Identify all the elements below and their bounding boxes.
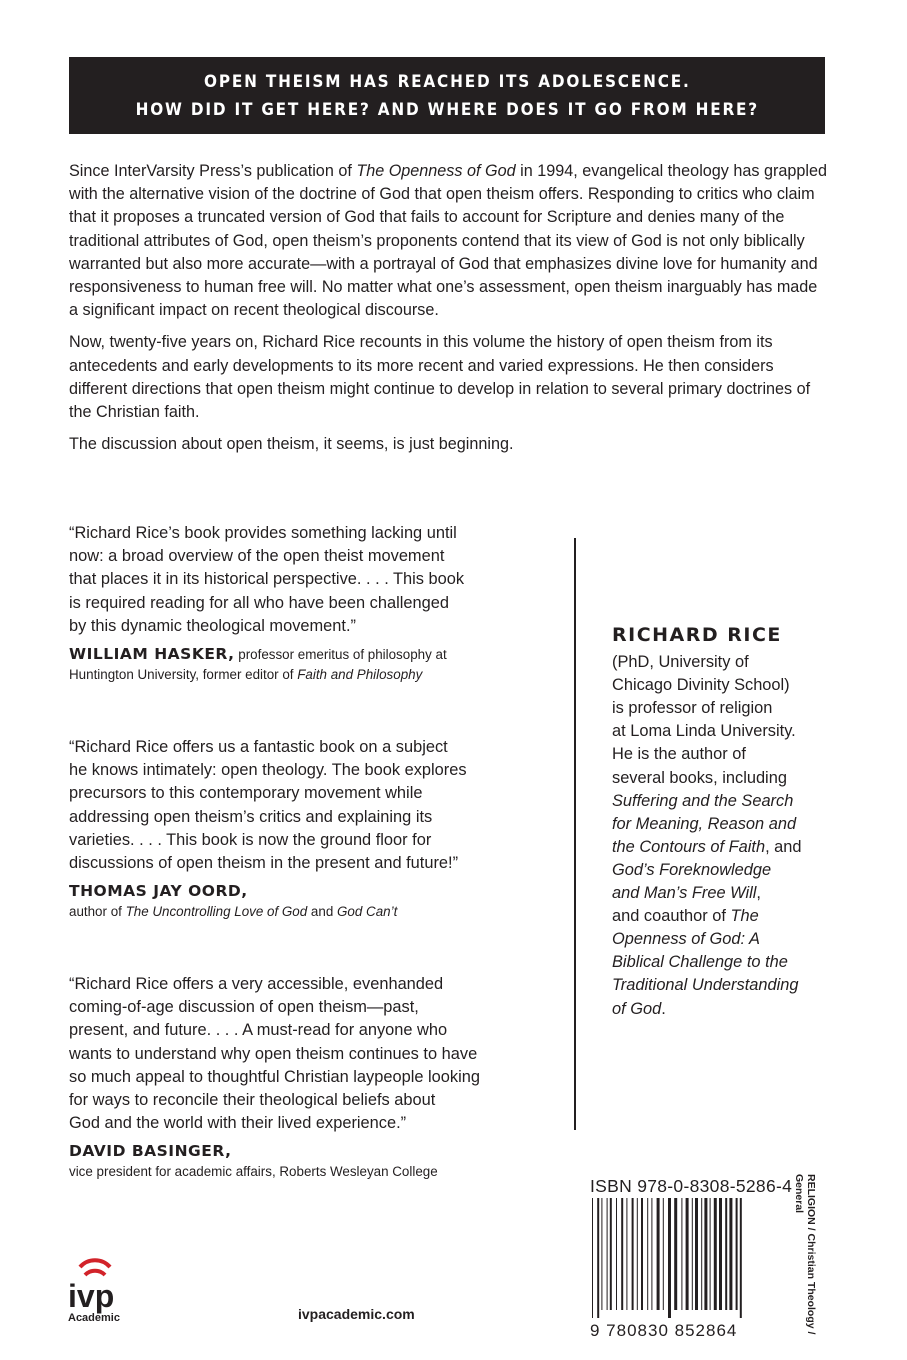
quote-line: that places it in its historical perspective. . . . This book [69, 570, 465, 589]
barcode-bars [592, 1198, 742, 1318]
bio-line [612, 974, 832, 997]
bio-line: is professor of religion [612, 699, 773, 718]
book-title: Suffering and the Search [612, 791, 794, 810]
bio-line [612, 951, 832, 974]
author-name: RICHARD RICE [612, 624, 782, 646]
endorser-role: author of [69, 904, 126, 920]
endorser-role-cont: Huntington University, former editor of [69, 667, 298, 683]
book-title: God’s Foreknowledge [612, 860, 772, 879]
bio-line [612, 836, 832, 859]
barcode-bar [719, 1198, 722, 1310]
endorser-name: THOMAS JAY OORD, [69, 882, 248, 901]
ivp-logo-icon [66, 1255, 136, 1325]
barcode-bar [601, 1198, 602, 1310]
bio-text: and coauthor of [612, 907, 731, 926]
barcode-bar [736, 1198, 738, 1310]
attribution [69, 644, 464, 685]
description [69, 160, 829, 465]
barcode-bar [695, 1198, 698, 1310]
description-paragraph-2: Now, twenty-five years on, Richard Rice recounts in this volume the history of open theism from its antecedents and early developments to its more recent and varied expressions. He then considers different directions that open theism might continue to develop in relation to several primary doctrines of the Christian faith. [69, 333, 811, 422]
quote-line: is required reading for all who have been challenged [69, 593, 449, 612]
barcode-bar [729, 1198, 732, 1310]
bio-line: several books, including [612, 768, 787, 787]
bio-line [612, 928, 832, 951]
quote-line: he knows intimately: open theology. The book explores [69, 761, 467, 780]
barcode-digits: 9 780830 852864 [590, 1321, 738, 1340]
quote-line: now: a broad overview of the open theist movement [69, 547, 445, 566]
book-title: The [730, 907, 759, 926]
barcode-bar [692, 1198, 693, 1310]
bio-text: , and [765, 837, 802, 856]
endorser-name: DAVID BASINGER, [69, 1142, 232, 1161]
description-paragraph-3: The discussion about open theism, it seems, is just beginning. [69, 435, 514, 454]
quote-line: discussions of open theism in the present and future!” [69, 854, 459, 873]
barcode-bar [597, 1198, 599, 1318]
barcode-bar [663, 1198, 664, 1310]
quote-line: “Richard Rice offers us a fantastic book on a subject [69, 738, 448, 756]
barcode-bar [607, 1198, 608, 1310]
book-title: for Meaning, Reason and [612, 814, 797, 833]
isbn-barcode [588, 1198, 780, 1340]
barcode-bar [725, 1198, 727, 1310]
endorsement-basinger [69, 973, 480, 1182]
barcode-bar [621, 1198, 623, 1310]
bisac-category: RELIGION / Christian Theology / General [793, 1174, 817, 1335]
book-title: and Man’s Free Will [612, 884, 757, 903]
bio-line: at Loma Linda University. [612, 722, 796, 741]
quote-line: varieties. . . . This book is now the ground floor for [69, 830, 432, 849]
barcode-bar [701, 1198, 702, 1310]
book-title-reference: The Openness of God [356, 162, 516, 180]
barcode-bar [637, 1198, 638, 1310]
headline-line-2: HOW DID IT GET HERE? AND WHERE DOES IT GO FROM HERE? [135, 99, 759, 120]
barcode-bar [592, 1198, 593, 1318]
logo-subtext: Academic [68, 1312, 120, 1324]
quote-line: God and the world with their lived experience.” [69, 1114, 407, 1133]
description-paragraph-1 [69, 160, 829, 322]
barcode-bar [674, 1198, 677, 1310]
barcode-bar [710, 1198, 711, 1310]
bio-line [612, 998, 832, 1021]
publisher-url[interactable]: ivpacademic.com [298, 1306, 415, 1322]
book-title: of God [612, 999, 662, 1018]
quote-line: wants to understand why open theism continues to have [69, 1044, 478, 1063]
book-title: the Contours of Faith [612, 837, 766, 856]
bio-text: , [756, 884, 761, 903]
column-divider [574, 538, 576, 1130]
bio-line: (PhD, University of [612, 653, 749, 672]
quote-line: addressing open theism’s critics and explaining its [69, 807, 433, 826]
conjunction: and [307, 904, 337, 920]
barcode-bar [740, 1198, 742, 1318]
barcode-bar [657, 1198, 660, 1310]
barcode-bar [632, 1198, 634, 1310]
barcode-bar [714, 1198, 717, 1310]
barcode-bar [641, 1198, 643, 1310]
endorser-role: professor emeritus of philosophy at [234, 647, 447, 663]
p1-text-a: Since InterVarsity Press’s publication of [69, 162, 357, 180]
bio-line [612, 790, 832, 813]
endorser-name: WILLIAM HASKER, [69, 645, 235, 664]
bio-line [612, 905, 832, 928]
barcode-bar [668, 1198, 671, 1318]
quote-line: so much appeal to thoughtful Christian laypeople looking [69, 1067, 480, 1086]
quote-line: present, and future. . . . A must-read for anyone who [69, 1021, 448, 1040]
attribution [69, 1141, 480, 1182]
barcode-bar [626, 1198, 627, 1310]
author-bio [612, 624, 832, 1021]
book-title: Openness of God: A [612, 930, 760, 949]
barcode-bar [681, 1198, 682, 1310]
quote-line: by this dynamic theological movement.” [69, 616, 356, 635]
quote-line: “Richard Rice offers a very accessible, evenhanded [69, 975, 444, 993]
quote-line: for ways to reconcile their theological beliefs about [69, 1091, 436, 1110]
barcode-bar [647, 1198, 648, 1310]
endorsement-oord [69, 736, 467, 922]
attribution [69, 881, 467, 922]
barcode-bar [610, 1198, 612, 1310]
barcode-bar [686, 1198, 689, 1310]
quote-line: “Richard Rice’s book provides something lacking until [69, 524, 457, 542]
endorser-role: vice president for academic affairs, Roberts Wesleyan College [69, 1164, 438, 1180]
bio-line: He is the author of [612, 745, 746, 764]
logo-text: ivp [68, 1278, 115, 1314]
barcode-bar [616, 1198, 617, 1310]
bio-line [612, 859, 832, 882]
ivp-academic-logo [66, 1255, 136, 1330]
endorsement-hasker [69, 522, 464, 685]
quote-line: coming-of-age discussion of open theism—past, [69, 998, 419, 1017]
headline-line-1: OPEN THEISM HAS REACHED ITS ADOLESCENCE. [203, 71, 691, 92]
barcode-bar [704, 1198, 707, 1310]
bio-line: Chicago Divinity School) [612, 676, 790, 695]
bio-text: . [661, 999, 666, 1018]
isbn-label: ISBN 978-0-8308-5286-4 [590, 1176, 793, 1196]
journal-title: Faith and Philosophy [297, 667, 423, 683]
book-title: God Can’t [337, 904, 398, 920]
headline-banner [69, 57, 825, 134]
quote-line: precursors to this contemporary movement while [69, 784, 423, 803]
book-title: Traditional Understanding [612, 976, 799, 995]
p1-text-b: in 1994, evangelical theology has grappled with the alternative vision of the doctrine of God that open theism offers. Responding to critics who claim that it proposes a truncated version of God that fails to account for Scripture and denies many of the traditional attributes of God, open theism’s proponents contend that its view of God is not only biblically warranted but also more accurate—with a portrayal of God that emphasizes divine love for humanity and responsiveness to human free will. No matter what one’s assessment, open theism inarguably has made a significant impact on recent theological discourse. [69, 162, 827, 320]
book-title: Biblical Challenge to the [612, 953, 788, 972]
bio-line [612, 882, 832, 905]
bio-line [612, 813, 832, 836]
barcode-bar [651, 1198, 652, 1310]
book-title: The Uncontrolling Love of God [125, 904, 308, 920]
